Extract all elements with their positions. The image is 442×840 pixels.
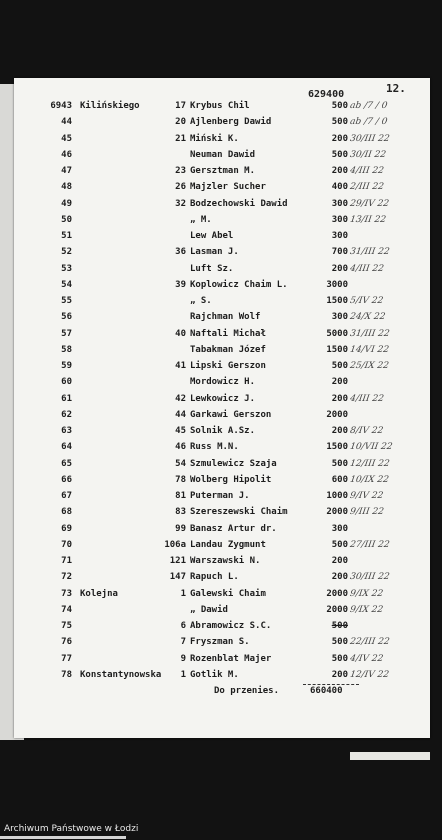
amount: 200	[331, 669, 348, 680]
archive-label: Archiwum Państwowe w Łodzi	[4, 824, 139, 834]
street-name: Kolejna	[80, 588, 118, 599]
house-number: 1	[180, 588, 186, 599]
handwritten-note: 4/III 22	[349, 393, 385, 404]
archive-bar	[0, 836, 126, 839]
person-name: Mordowicz H.	[190, 377, 256, 388]
ledger-row	[0, 247, 442, 263]
ledger-row	[0, 507, 442, 523]
entry-number: 47	[61, 166, 72, 176]
person-name: Naftali Michał	[190, 328, 266, 339]
person-name: Garkawi Gerszon	[190, 409, 272, 420]
amount: 300	[331, 312, 348, 323]
house-number: 99	[175, 523, 186, 534]
person-name: Puterman J.	[190, 491, 250, 501]
entry-number: 6943	[50, 101, 72, 111]
amount: 700	[331, 247, 348, 258]
entry-number: 51	[61, 231, 72, 241]
handwritten-note: 14/VI 22	[349, 344, 390, 355]
ledger-row	[0, 459, 442, 475]
ledger-row	[0, 361, 442, 377]
house-number: 46	[175, 442, 186, 453]
amount: 500	[331, 637, 348, 648]
entry-number: 58	[61, 344, 72, 355]
handwritten-note: 30/III 22	[349, 572, 391, 583]
amount: 200	[331, 377, 348, 388]
amount: 3000	[326, 279, 348, 290]
amount: 1500	[326, 296, 348, 306]
handwritten-note: 9/III 22	[349, 507, 385, 518]
house-number: 39	[175, 279, 186, 290]
handwritten-note: 9/IX 22	[349, 588, 384, 599]
ledger-row	[0, 134, 442, 150]
handwritten-note: ab /7 / 0	[349, 101, 388, 111]
house-number: 83	[175, 507, 186, 518]
house-number: 36	[175, 247, 186, 258]
handwritten-note: 12/III 22	[349, 458, 391, 469]
amount: 5000	[326, 328, 348, 339]
person-name: Tabakman Józef	[190, 344, 266, 355]
amount: 1500	[326, 344, 348, 355]
ledger-row	[0, 524, 442, 540]
carry-forward-label: Do przenies.	[214, 686, 280, 696]
street-name: Konstantynowska	[80, 669, 162, 680]
ledger-row	[0, 329, 442, 345]
handwritten-note: 10/VII 22	[349, 442, 394, 453]
amount: 200	[331, 393, 348, 404]
handwritten-note: 9/IV 22	[349, 491, 384, 501]
person-name: Banasz Artur dr.	[190, 523, 277, 534]
entry-number: 48	[61, 182, 72, 193]
person-name: Gersztman M.	[190, 166, 256, 176]
amount: 500	[331, 621, 348, 631]
handwritten-note: 2/III 22	[349, 182, 385, 193]
ledger-row	[0, 182, 442, 198]
house-number: 26	[175, 182, 186, 193]
ledger-row	[0, 621, 442, 637]
person-name: Wolberg Hipolit	[190, 474, 272, 485]
person-name: Ajlenberg Dawid	[190, 117, 272, 128]
carried-over-total: 629400	[308, 89, 345, 100]
amount: 2000	[326, 604, 348, 615]
entry-number: 57	[61, 328, 72, 339]
person-name: Fryszman S.	[190, 637, 250, 648]
handwritten-note: 31/III 22	[349, 247, 391, 258]
entry-number: 44	[61, 117, 72, 128]
amount: 200	[331, 572, 348, 583]
amount: 600	[331, 474, 348, 485]
entry-number: 45	[61, 133, 72, 144]
entry-number: 69	[61, 523, 72, 534]
house-number: 45	[175, 426, 186, 436]
paper-strip	[350, 752, 430, 760]
handwritten-note: 4/III 22	[349, 263, 385, 274]
handwritten-note: 30/III 22	[349, 133, 391, 144]
person-name: Russ M.N.	[190, 442, 239, 453]
person-name: „ M.	[190, 214, 212, 225]
ledger-row	[0, 426, 442, 442]
amount: 1000	[326, 491, 348, 501]
entry-number: 76	[61, 637, 72, 648]
house-number: 6	[180, 621, 186, 631]
entry-number: 66	[61, 474, 72, 485]
entry-number: 54	[61, 279, 72, 290]
ledger-row	[0, 572, 442, 588]
person-name: Rapuch L.	[190, 572, 239, 583]
house-number: 7	[180, 637, 186, 648]
amount: 500	[331, 361, 348, 371]
handwritten-note: 9/IX 22	[349, 604, 384, 615]
ledger-row	[0, 442, 442, 458]
entry-number: 50	[61, 214, 72, 225]
handwritten-note: 12/IV 22	[349, 669, 390, 680]
handwritten-note: 31/III 22	[349, 328, 391, 339]
amount: 500	[331, 539, 348, 550]
ledger-row	[0, 410, 442, 426]
amount: 400	[331, 182, 348, 193]
person-name: Rajchman Wolf	[190, 312, 261, 323]
person-name: Lew Abel	[190, 231, 234, 241]
entry-number: 72	[61, 572, 72, 583]
ledger-row	[0, 589, 442, 605]
handwritten-note: 13/II 22	[349, 214, 387, 225]
amount: 200	[331, 556, 348, 566]
entry-number: 46	[61, 149, 72, 160]
person-name: Koplowicz Chaim L.	[190, 279, 288, 290]
ledger-row	[0, 150, 442, 166]
house-number: 44	[175, 409, 186, 420]
carry-forward-total: 660400	[310, 686, 343, 696]
handwritten-note: 24/X 22	[349, 312, 386, 323]
person-name: Miński K.	[190, 133, 239, 144]
amount: 300	[331, 523, 348, 534]
page-number: 12.	[386, 82, 406, 95]
house-number: 1	[180, 669, 186, 680]
ledger-row	[0, 491, 442, 507]
amount: 200	[331, 133, 348, 144]
ledger-row	[0, 312, 442, 328]
ledger-row	[0, 540, 442, 556]
amount: 300	[331, 231, 348, 241]
house-number: 20	[175, 117, 186, 128]
ledger-row	[0, 280, 442, 296]
house-number: 42	[175, 393, 186, 404]
person-name: Lasman J.	[190, 247, 239, 258]
handwritten-note: ab /7 / 0	[349, 117, 388, 128]
amount: 2000	[326, 507, 348, 518]
entry-number: 52	[61, 247, 72, 258]
house-number: 32	[175, 198, 186, 209]
ledger-row	[0, 654, 442, 670]
house-number: 147	[169, 572, 186, 583]
person-name: Lewkowicz J.	[190, 393, 256, 404]
ledger-row	[0, 556, 442, 572]
ledger-row	[0, 345, 442, 361]
entry-number: 61	[61, 393, 72, 404]
entry-number: 74	[61, 604, 72, 615]
entry-number: 67	[61, 491, 72, 501]
person-name: Lipski Gerszon	[190, 361, 266, 371]
entry-number: 78	[61, 669, 72, 680]
person-name: Galewski Chaim	[190, 588, 266, 599]
entry-number: 65	[61, 458, 72, 469]
amount: 300	[331, 214, 348, 225]
handwritten-note: 8/IV 22	[349, 426, 384, 436]
amount: 500	[331, 653, 348, 664]
ledger-row	[0, 215, 442, 231]
entry-number: 49	[61, 198, 72, 209]
ledger-row	[0, 605, 442, 621]
handwritten-note: 27/III 22	[349, 539, 391, 550]
house-number: 54	[175, 458, 186, 469]
person-name: „ S.	[190, 296, 212, 306]
house-number: 121	[169, 556, 186, 566]
amount: 500	[331, 149, 348, 160]
amount: 200	[331, 166, 348, 176]
ledger-row	[0, 394, 442, 410]
amount: 300	[331, 198, 348, 209]
entry-number: 71	[61, 556, 72, 566]
person-name: Rozenblat Majer	[190, 653, 272, 664]
handwritten-note: 4/III 22	[349, 166, 385, 176]
handwritten-note: 29/IV 22	[349, 198, 390, 209]
entry-number: 64	[61, 442, 72, 453]
amount: 500	[331, 101, 348, 111]
house-number: 41	[175, 361, 186, 371]
ledger-row	[0, 231, 442, 247]
entry-number: 77	[61, 653, 72, 664]
house-number: 9	[180, 653, 186, 664]
person-name: Warszawski N.	[190, 556, 261, 566]
handwritten-note: 30/II 22	[349, 149, 387, 160]
entry-number: 75	[61, 621, 72, 631]
handwritten-note: 5/IV 22	[349, 296, 384, 306]
ledger-row	[0, 264, 442, 280]
ledger-row	[0, 637, 442, 653]
entry-number: 73	[61, 588, 72, 599]
house-number: 17	[175, 101, 186, 111]
house-number: 21	[175, 133, 186, 144]
house-number: 23	[175, 166, 186, 176]
amount: 1500	[326, 442, 348, 453]
entry-number: 53	[61, 263, 72, 274]
amount: 2000	[326, 588, 348, 599]
amount: 500	[331, 117, 348, 128]
house-number: 78	[175, 474, 186, 485]
ledger-row	[0, 199, 442, 215]
entry-number: 55	[61, 296, 72, 306]
entry-number: 63	[61, 426, 72, 436]
person-name: „ Dawid	[190, 604, 228, 615]
amount: 200	[331, 426, 348, 436]
handwritten-note: 10/IX 22	[349, 474, 390, 485]
house-number: 106a	[164, 539, 186, 550]
ledger-row	[0, 475, 442, 491]
handwritten-note: 25/IX 22	[349, 361, 390, 371]
handwritten-note: 22/III 22	[349, 637, 391, 648]
amount: 2000	[326, 409, 348, 420]
ledger-row	[0, 670, 442, 686]
ledger-row	[0, 377, 442, 393]
street-name: Kilińskiego	[80, 101, 140, 111]
entry-number: 68	[61, 507, 72, 518]
sum-rule	[303, 684, 359, 685]
ledger-row	[0, 296, 442, 312]
person-name: Landau Zygmunt	[190, 539, 266, 550]
house-number: 81	[175, 491, 186, 501]
person-name: Luft Sz.	[190, 263, 234, 274]
ledger-row	[0, 166, 442, 182]
ledger-row	[0, 101, 442, 117]
person-name: Szereszewski Chaim	[190, 507, 288, 518]
amount: 500	[331, 458, 348, 469]
entry-number: 60	[61, 377, 72, 388]
person-name: Solnik A.Sz.	[190, 426, 256, 436]
person-name: Bodzechowski Dawid	[190, 198, 288, 209]
entry-number: 70	[61, 539, 72, 550]
ledger-row	[0, 117, 442, 133]
person-name: Majzler Sucher	[190, 182, 266, 193]
person-name: Neuman Dawid	[190, 149, 256, 160]
amount: 200	[331, 263, 348, 274]
handwritten-note: 4/IV 22	[349, 653, 384, 664]
person-name: Abramowicz S.C.	[190, 621, 272, 631]
entry-number: 62	[61, 409, 72, 420]
person-name: Szmulewicz Szaja	[190, 458, 277, 469]
house-number: 40	[175, 328, 186, 339]
person-name: Gotlik M.	[190, 669, 239, 680]
entry-number: 56	[61, 312, 72, 323]
entry-number: 59	[61, 361, 72, 371]
person-name: Krybus Chil	[190, 101, 250, 111]
